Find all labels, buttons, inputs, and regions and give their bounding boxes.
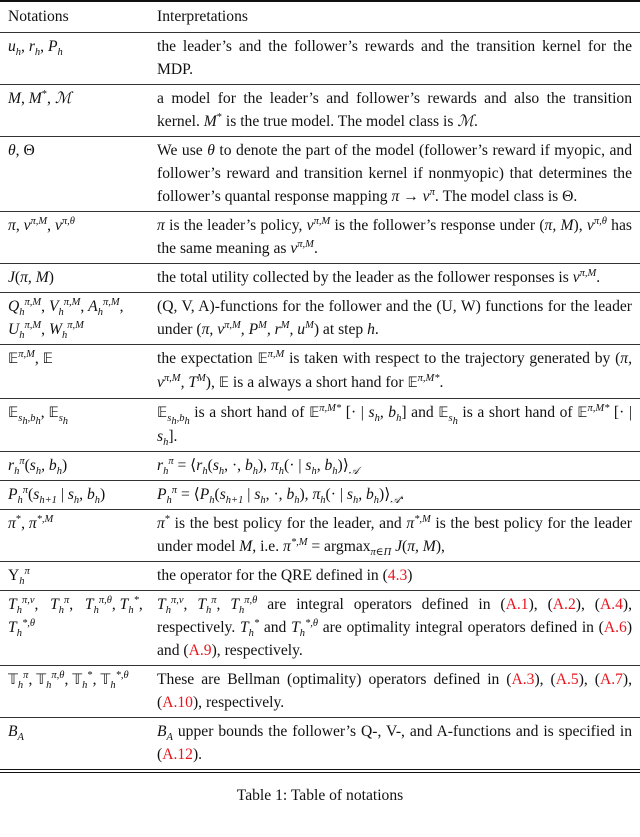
table-header-row	[0, 1, 640, 33]
header-notations: Notations	[8, 8, 69, 25]
notation-cell: π, $\nu^{\pi,M}$, $\nu^{\pi,\theta}$	[8, 215, 75, 234]
notation-cell: $u_h$, $r_h$, $P_h$	[8, 38, 63, 59]
header-interpretations: Interpretations	[157, 8, 248, 25]
interpretation-cell: a model for the leader’s and follower’s rewards and also the transition kernel. M* is the true model. The model class is ℳ.	[157, 90, 632, 130]
equation-reference-link[interactable]: 4.3	[387, 567, 408, 584]
interpretation-cell: These are Bellman (optimality) operators defined in (A.3), (A.5), (A.7), (A.10), respectively.	[157, 671, 633, 711]
equation-reference-link[interactable]: A.5	[555, 671, 579, 688]
equation-reference-link[interactable]: A.7	[599, 671, 623, 688]
interpretation-cell: $B_A$ upper bounds the follower’s Q-, V-, and A-functions and is specified in (A.12).	[157, 723, 632, 763]
table-row	[0, 137, 640, 212]
equation-reference-link[interactable]: A.4	[599, 596, 623, 613]
interpretation-cell: $r_h^\pi$ = $⟨r_h(s_h$, ·, $b_h$), $\pi_h(\cdot$ | $s_h$, $b_h)⟩_𝒜$	[157, 455, 359, 478]
table-row	[0, 452, 640, 481]
table-row	[0, 264, 640, 293]
equation-reference-link[interactable]: A.6	[603, 619, 627, 636]
notation-cell: 𝕋$_h^\pi$, 𝕋$_h^{\pi,\theta}$, 𝕋$_h$*, 𝕋$_h^{*,\theta}$	[8, 669, 129, 692]
interpretation-cell: We use θ to denote the part of the model (follower’s reward if myopic, and follower’s reward and transition kernel if nonmyopic) that determines the follower’s quantal response mapping $\pi \to \nu^\pi$. The model class is Θ.	[157, 142, 632, 205]
table-row	[0, 212, 640, 264]
table-row	[0, 666, 640, 718]
table-row	[0, 562, 640, 591]
equation-reference-link[interactable]: A.12	[162, 746, 193, 763]
interpretation-cell: $P_h^\pi$ = $⟨P_h(s_{h+1}$ | $s_h$, ·, $b_h$), $\pi_h(\cdot$ | $s_h$, $b_h)⟩_𝒜$.	[157, 484, 405, 507]
interpretation-cell: the expectation 𝔼$^{\pi,M}$ is taken with respect to the trajectory generated by (π, $\nu^{\pi,M}$, $T^M$), 𝔼 is a always a short hand for 𝔼$^{\pi,M*}$.	[157, 348, 633, 391]
interpretation-cell: the leader’s and the follower’s rewards and the transition kernel for the MDP.	[157, 38, 632, 78]
table-row	[0, 345, 640, 399]
interpretation-cell: (Q, V, A)-functions for the follower and the (U, W) functions for the leader under (π, $\nu^{\pi,M}$, $P^M$, $r^M$, $u^M$) at step h.	[157, 298, 632, 338]
table-row	[0, 481, 640, 510]
equation-reference-link[interactable]: A.3	[511, 671, 535, 688]
interpretation-cell: the operator for the QRE defined in (4.3)	[157, 567, 413, 584]
interpretation-cell: the total utility collected by the leader as the follower responses is $\nu^{\pi,M}$.	[157, 267, 601, 286]
notation-cell: 𝔼$^{\pi,M}$, 𝔼	[8, 348, 53, 367]
notation-cell: $B_A$	[8, 723, 24, 744]
interpretation-cell: π is the leader’s policy, $\nu^{\pi,M}$ is the follower’s response under (π, M), $\nu^{\pi,\theta}$ has the same meaning as $\nu^{\pi,M}$.	[157, 215, 632, 257]
interpretation-cell: π* is the best policy for the leader, and $\pi^{*,M}$ is the best policy for the leader under model M, i.e. $\pi^{*,M} = argmax_{\pi\in\Pi}$ J(π, M),	[157, 513, 632, 559]
notation-cell: $T_h^{\pi,\nu}$, $T_h^\pi$, $T_h^{\pi,\theta}$, $T_h^*$, $T_h^{*,\theta}$	[8, 594, 143, 640]
equation-reference-link[interactable]: A.1	[505, 596, 529, 613]
table-row	[0, 33, 640, 85]
notation-cell: π*, $\pi^{*,M}$	[8, 513, 54, 532]
notation-cell: θ, Θ	[8, 142, 35, 159]
table-caption: Table 1: Table of notations	[236, 787, 404, 804]
table-row	[0, 510, 640, 562]
equation-reference-link[interactable]: A.10	[162, 694, 193, 711]
notation-cell: 𝔼$_{s_h,b_h}$, 𝔼$_{s_h}$	[8, 404, 69, 428]
notation-cell: $r_h^\pi(s_h$, $b_h$)	[8, 455, 68, 478]
table-row	[0, 591, 640, 666]
equation-reference-link[interactable]: A.9	[188, 642, 212, 659]
table-row	[0, 293, 640, 345]
notation-cell: $P_h^\pi(s_{h+1}$ | $s_h$, $b_h$)	[8, 484, 106, 507]
notation-cell: $\Upsilon_h^\pi$	[8, 565, 30, 588]
interpretation-cell: 𝔼$_{s_h,b_h}$ is a short hand of 𝔼$^{\pi,M*}$ [· | $s_h$, $b_h$] and 𝔼$_{s_h}$ is a short hand of 𝔼$^{\pi,M*}$ [· | $s_h$].	[157, 402, 633, 449]
equation-reference-link[interactable]: A.2	[552, 596, 576, 613]
table-row	[0, 399, 640, 452]
notation-cell: M, M*, ℳ	[8, 88, 72, 107]
table-row	[0, 718, 640, 772]
notation-cell: J(π, M)	[8, 269, 54, 286]
notation-cell: $Q_h^{\pi,M}$, $V_h^{\pi,M}$, $A_h^{\pi,M}$, $U_h^{\pi,M}$, $W_h^{\pi,M}$	[8, 296, 124, 342]
table-row	[0, 85, 640, 137]
interpretation-cell: $T_h^{\pi,\nu}$, $T_h^\pi$, $T_h^{\pi,\theta}$ are integral operators defined in (A.1), (A.2), (A.4), respectively. $T_h^*$ and $T_h^{*,\theta}$ are optimality integral operators defined in (A.6) and (A.9), respectively.	[157, 594, 633, 659]
